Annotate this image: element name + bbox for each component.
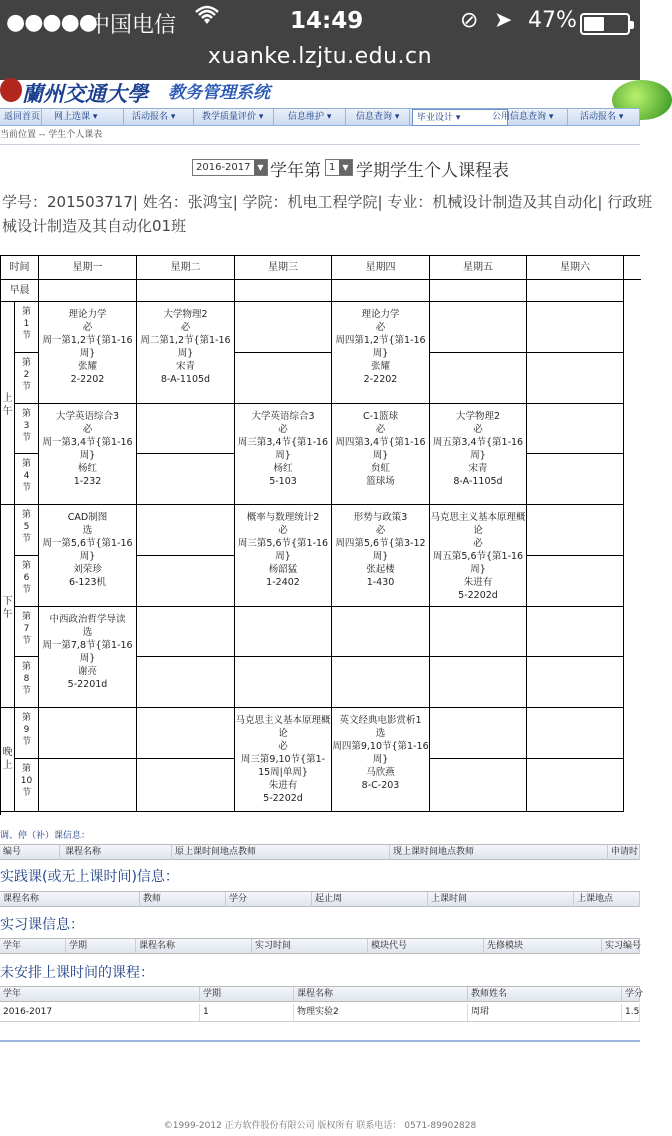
system-name: 教务管理系统 — [168, 83, 270, 103]
nav-teaching-eval[interactable]: 教学质量评价 ▾ — [198, 109, 274, 126]
col-credit: 学分 — [622, 987, 640, 1002]
col-course: 课程名称 — [294, 987, 468, 1002]
course-wed-3-4[interactable]: 大学英语综合3 必 周三第3,4节{第1-16周} 杨红 5-103 — [235, 404, 332, 505]
title-year-label: 学年第 — [270, 161, 321, 181]
period-6: 第 6 节 — [15, 556, 39, 607]
timetable — [0, 255, 640, 815]
early-label: 早晨 — [1, 280, 39, 302]
year-select[interactable] — [192, 159, 268, 176]
empty-cell — [137, 708, 235, 759]
col-intern-time: 实习时间 — [252, 939, 368, 954]
section-eve — [1, 708, 15, 812]
breadcrumb: 当前位置 -- 学生个人课表 — [0, 130, 103, 140]
intern-section-title: 实习课信息： — [0, 917, 84, 933]
cell-teacher: 周珺 — [468, 1004, 622, 1021]
empty-cell — [235, 657, 332, 708]
adjust-section-title: 调、停（补）课信息： — [0, 831, 91, 841]
col-course: 课程名称 — [62, 845, 172, 860]
section-pm — [1, 505, 15, 708]
address-bar[interactable]: xuanke.lzjtu.edu.cn — [207, 44, 433, 69]
table-row — [0, 1004, 640, 1022]
col-year: 学年 — [0, 939, 66, 954]
empty-cell — [527, 607, 624, 657]
col-course: 课程名称 — [136, 939, 252, 954]
period-7: 第 7 节 — [15, 607, 39, 657]
empty-cell — [527, 759, 624, 812]
empty-cell — [527, 505, 624, 556]
year-select-value: 2016-2017 — [196, 162, 251, 173]
cell-year: 2016-2017 — [0, 1004, 200, 1021]
empty-cell — [430, 302, 527, 353]
early-cell — [527, 280, 624, 302]
period-8: 第 8 节 — [15, 657, 39, 708]
footer: ©1999-2012 正方软件股份有限公司 版权所有 联系电话： 0571-89902828 — [163, 1121, 477, 1131]
nav-activity-signup-2[interactable]: 活动报名 ▾ — [576, 109, 640, 126]
period-9: 第 9 节 — [15, 708, 39, 759]
empty-cell — [430, 657, 527, 708]
cell-term: 1 — [200, 1004, 294, 1021]
period-10: 第 10 节 — [15, 759, 39, 812]
early-cell — [39, 280, 137, 302]
empty-cell — [137, 505, 235, 556]
header-time: 时间 — [1, 256, 39, 280]
header-thu: 星期四 — [332, 256, 430, 280]
empty-cell — [527, 404, 624, 454]
practice-section-title: 实践课(或无上课时间)信息： — [0, 869, 179, 885]
header-fri: 星期五 — [430, 256, 527, 280]
location-icon: ➤ — [494, 8, 513, 33]
header-tue: 星期二 — [137, 256, 235, 280]
empty-cell — [137, 454, 235, 505]
empty-cell — [527, 657, 624, 708]
nav-graduation-design[interactable]: 毕业设计 ▾ — [412, 109, 508, 126]
col-weeks: 起止周 — [312, 892, 428, 907]
course-mon-3-4[interactable]: 大学英语综合3 必 周一第3,4节{第1-16周} 杨红 1-232 — [39, 404, 137, 505]
col-time: 上课时间 — [428, 892, 574, 907]
period-2: 第 2 节 — [15, 353, 39, 404]
empty-cell — [137, 657, 235, 708]
col-course: 课程名称 — [0, 892, 140, 907]
early-cell — [332, 280, 430, 302]
carrier-label: 中国电信 — [88, 13, 177, 38]
early-cell — [235, 280, 332, 302]
course-fri-3-4[interactable]: 大学物理2 必 周五第3,4节{第1-16周} 宋青 8-A-1105d — [430, 404, 527, 505]
course-thu-3-4[interactable]: C-1篮球 必 周四第3,4节{第1-16周} 贠虹 篮球场 — [332, 404, 430, 505]
header-mon: 星期一 — [39, 256, 137, 280]
course-thu-5-6[interactable]: 形势与政策3 必 周四第5,6节{第3-12周} 张起楼 1-430 — [332, 505, 430, 607]
adjust-table-header — [0, 844, 640, 860]
empty-cell — [39, 708, 137, 759]
col-apply: 申请时 — [608, 845, 640, 860]
header-wed: 星期三 — [235, 256, 332, 280]
col-term: 学期 — [200, 987, 294, 1002]
header-sat: 星期六 — [527, 256, 624, 280]
course-mon-1-2[interactable]: 理论力学 必 周一第1,2节{第1-16周} 张耀 2-2202 — [39, 302, 137, 404]
col-teacher: 教师 — [140, 892, 226, 907]
col-year: 学年 — [0, 987, 200, 1002]
section-eve-label: 晚 上 — [2, 747, 13, 771]
course-wed-5-6[interactable]: 概率与数理统计2 必 周三第5,6节{第1-16周} 杨韶猛 1-2402 — [235, 505, 332, 607]
empty-cell — [332, 657, 430, 708]
cell-course: 物理实验2 — [294, 1004, 468, 1021]
nav-activity-signup[interactable]: 活动报名 ▾ — [128, 109, 194, 126]
rotation-lock-icon: ⊘ — [460, 8, 479, 33]
empty-cell — [332, 607, 430, 657]
course-thu-1-2[interactable]: 理论力学 必 周四第1,2节{第1-16周} 张耀 2-2202 — [332, 302, 430, 404]
empty-cell — [137, 556, 235, 607]
school-logo-icon — [0, 78, 22, 102]
period-1: 第 1 节 — [15, 302, 39, 353]
student-info-line1: 学号：201503717| 姓名：张鸿宝| 学院：机电工程学院| 专业：机械设计制造及其自动化| 行政班 — [2, 193, 653, 211]
course-mon-5-6[interactable]: CAD制图 选 周一第5,6节{第1-16周} 刘荣珍 6-123机 — [39, 505, 137, 607]
col-orig: 原上课时间地点教师 — [172, 845, 390, 860]
divider — [0, 144, 640, 145]
course-mon-7-8[interactable]: 中西政治哲学导读 选 周一第7,8节{第1-16周} 谢亮 5-2201d — [39, 607, 137, 708]
period-4: 第 4 节 — [15, 454, 39, 505]
battery-percent: 47% — [528, 8, 577, 33]
empty-cell — [527, 708, 624, 759]
battery-icon — [580, 13, 630, 35]
col-place: 上课地点 — [574, 892, 640, 907]
divider — [0, 1040, 640, 1042]
period-3: 第 3 节 — [15, 404, 39, 454]
empty-cell — [527, 302, 624, 353]
early-cell — [137, 280, 235, 302]
signal-icon: ●●●●● — [6, 10, 97, 35]
unscheduled-table-header — [0, 986, 644, 1002]
col-term: 学期 — [66, 939, 136, 954]
empty-cell — [235, 607, 332, 657]
nav-info-maintain[interactable]: 信息维护 ▾ — [284, 109, 346, 126]
period-5: 第 5 节 — [15, 505, 39, 556]
section-am-label: 上 午 — [2, 393, 13, 417]
nav-public-info[interactable]: 公用信息查询 ▾ — [488, 109, 568, 126]
course-wed-9-10[interactable]: 马克思主义基本原理概论 必 周三第9,10节{第1-15周|单周} 朱进有 5-2202d — [235, 708, 332, 812]
intern-table-header — [0, 938, 640, 954]
empty-cell — [430, 353, 527, 404]
col-credit: 学分 — [226, 892, 312, 907]
empty-cell — [527, 454, 624, 505]
student-info-line2: 械设计制造及其自动化01班 — [2, 217, 187, 235]
empty-cell — [527, 353, 624, 404]
empty-cell — [235, 353, 332, 404]
nav-course-select[interactable]: 网上选课 ▾ — [50, 109, 124, 126]
nav-home[interactable]: 返回首页 — [0, 109, 42, 126]
empty-cell — [137, 404, 235, 454]
col-id: 编号 — [0, 845, 60, 860]
early-cell — [430, 280, 527, 302]
practice-table-header — [0, 891, 640, 907]
section-pm-label: 下 午 — [2, 596, 13, 620]
chevron-down-icon: ▼ — [339, 160, 352, 175]
wifi-icon — [194, 6, 220, 32]
empty-cell — [430, 607, 527, 657]
col-module: 模块代号 — [368, 939, 484, 954]
empty-cell — [39, 759, 137, 812]
term-select-value: 1 — [329, 162, 336, 173]
cell-credit: 1.5 — [622, 1004, 640, 1021]
top-nav — [0, 108, 640, 126]
header-sun — [624, 256, 641, 280]
col-prereq: 先修模块 — [484, 939, 602, 954]
empty-cell — [527, 556, 624, 607]
empty-cell — [235, 302, 332, 353]
clock: 14:49 — [290, 8, 364, 34]
page-title — [0, 156, 640, 180]
chevron-down-icon: ▼ — [254, 160, 267, 175]
col-now: 现上课时间地点教师 — [390, 845, 608, 860]
title-term-label: 学期学生个人课程表 — [356, 161, 509, 181]
col-teacher: 教师姓名 — [468, 987, 622, 1002]
unscheduled-section-title: 未安排上课时间的课程： — [0, 965, 154, 981]
empty-cell — [430, 708, 527, 759]
section-am — [1, 302, 15, 505]
empty-cell — [137, 607, 235, 657]
course-tue-1-2[interactable]: 大学物理2 必 周二第1,2节{第1-16周} 宋青 8-A-1105d — [137, 302, 235, 404]
empty-cell — [137, 759, 235, 812]
col-intern-id: 实习编号 — [602, 939, 640, 954]
empty-cell — [430, 759, 527, 812]
nav-info-query[interactable]: 信息查询 ▾ — [352, 109, 410, 126]
term-select[interactable] — [325, 159, 353, 176]
status-bar — [0, 0, 640, 80]
school-name: 蘭州交通大學 — [22, 81, 148, 106]
course-thu-9-10[interactable]: 英文经典电影赏析1 选 周四第9,10节{第1-16周} 马欣燕 8-C-203 — [332, 708, 430, 812]
course-fri-5-6[interactable]: 马克思主义基本原理概论 必 周五第5,6节{第1-16周} 朱进有 5-2202d — [430, 505, 527, 607]
student-info — [2, 190, 653, 238]
